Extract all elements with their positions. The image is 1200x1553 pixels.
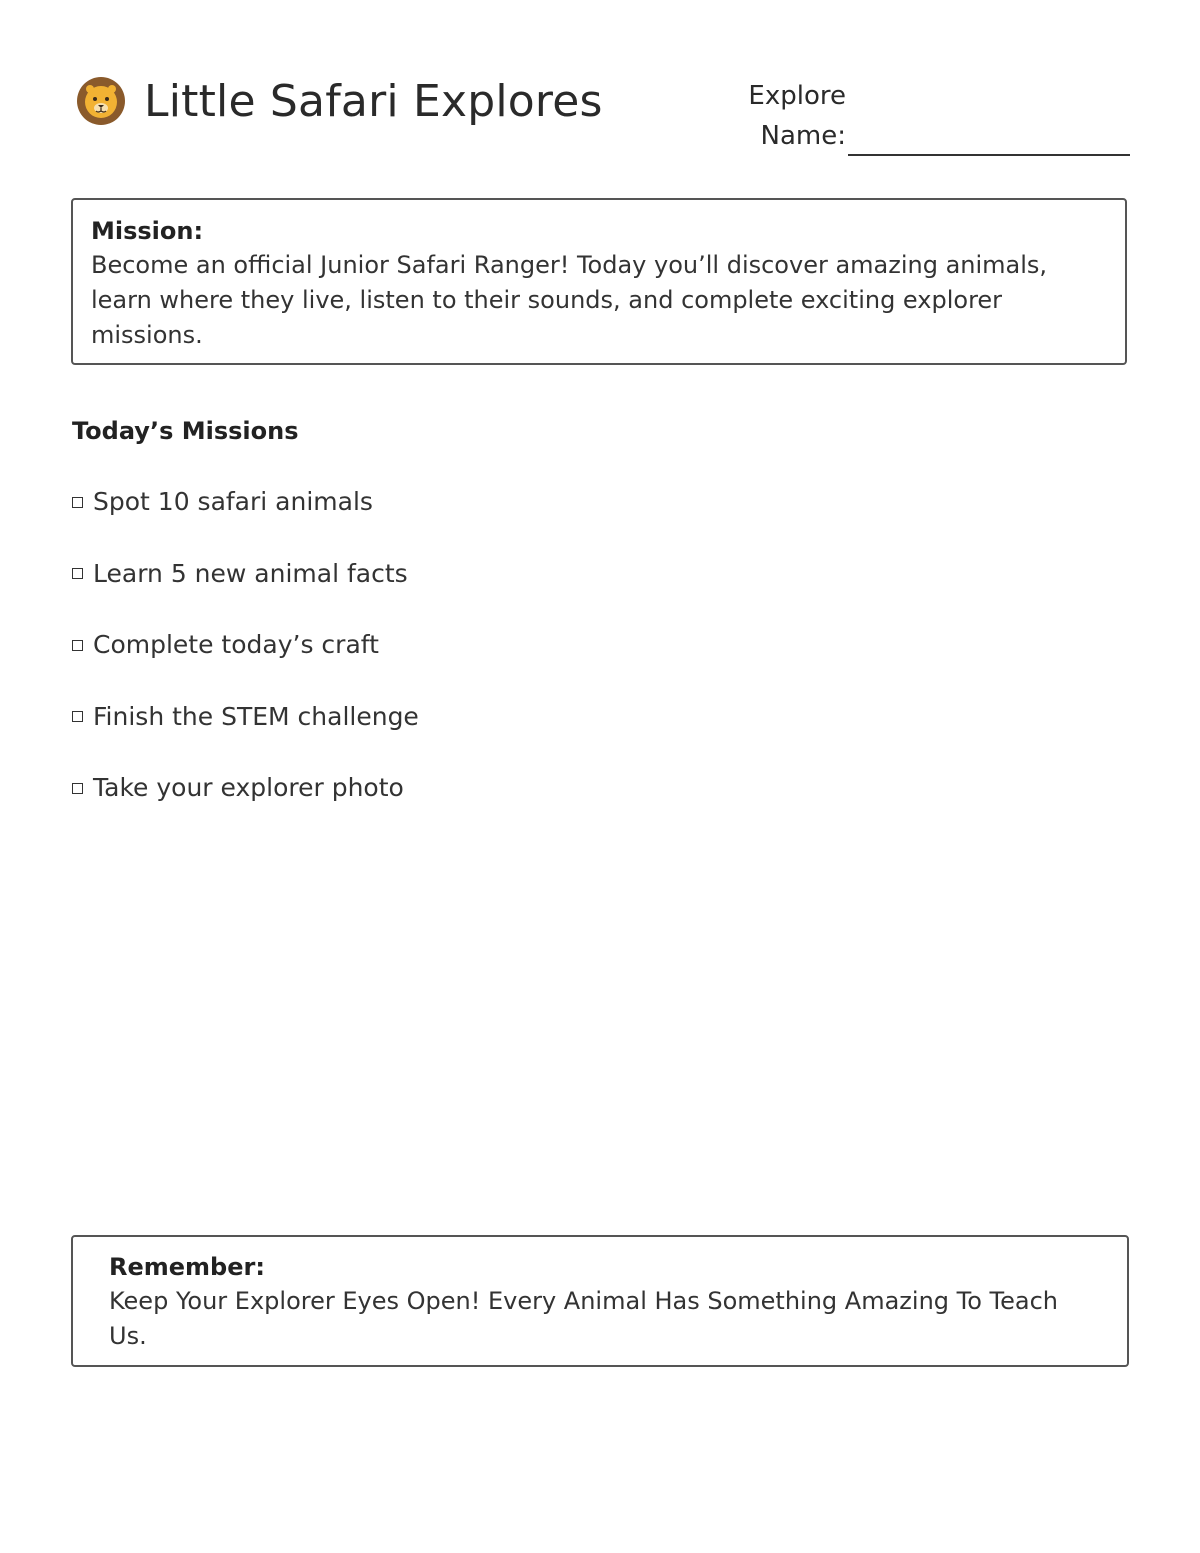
explorer-name-label: Explore Name:	[748, 81, 846, 151]
remember-heading: Remember:	[109, 1253, 265, 1281]
page-title: Little Safari Explores	[144, 76, 603, 127]
checklist-item-label: Finish the STEM challenge	[93, 701, 419, 731]
checklist-item-label: Learn 5 new animal facts	[93, 558, 408, 588]
page-header	[72, 70, 1130, 170]
checkbox[interactable]	[72, 783, 83, 794]
checklist-item	[72, 556, 419, 592]
lion-face-icon	[76, 76, 126, 126]
explorer-name-field[interactable]	[848, 154, 1130, 156]
checklist-item-label: Spot 10 safari animals	[93, 487, 373, 516]
checklist-item-label: Complete today’s craft	[93, 630, 379, 659]
checklist-item	[72, 699, 419, 735]
checkbox[interactable]	[72, 640, 83, 651]
missions-heading: Today’s Missions	[72, 417, 299, 445]
checklist-item-label: Take your explorer photo	[93, 773, 404, 802]
checklist-item	[72, 627, 419, 663]
remember-box	[71, 1235, 1129, 1367]
checkbox[interactable]	[72, 711, 83, 722]
checklist-item	[72, 484, 419, 520]
mission-heading: Mission:	[91, 217, 204, 245]
mission-text: Become an official Junior Safari Ranger! Today you’ll discover amazing animals, learn where they live, listen to their sounds, and complete exciting explorer missions.	[91, 251, 1048, 349]
mission-checklist	[72, 484, 419, 842]
checkbox[interactable]	[72, 568, 83, 579]
remember-text: Keep Your Explorer Eyes Open! Every Animal Has Something Amazing To Teach Us.	[109, 1287, 1058, 1350]
checkbox[interactable]	[72, 497, 83, 508]
checklist-item	[72, 770, 419, 806]
mission-box	[71, 198, 1127, 365]
